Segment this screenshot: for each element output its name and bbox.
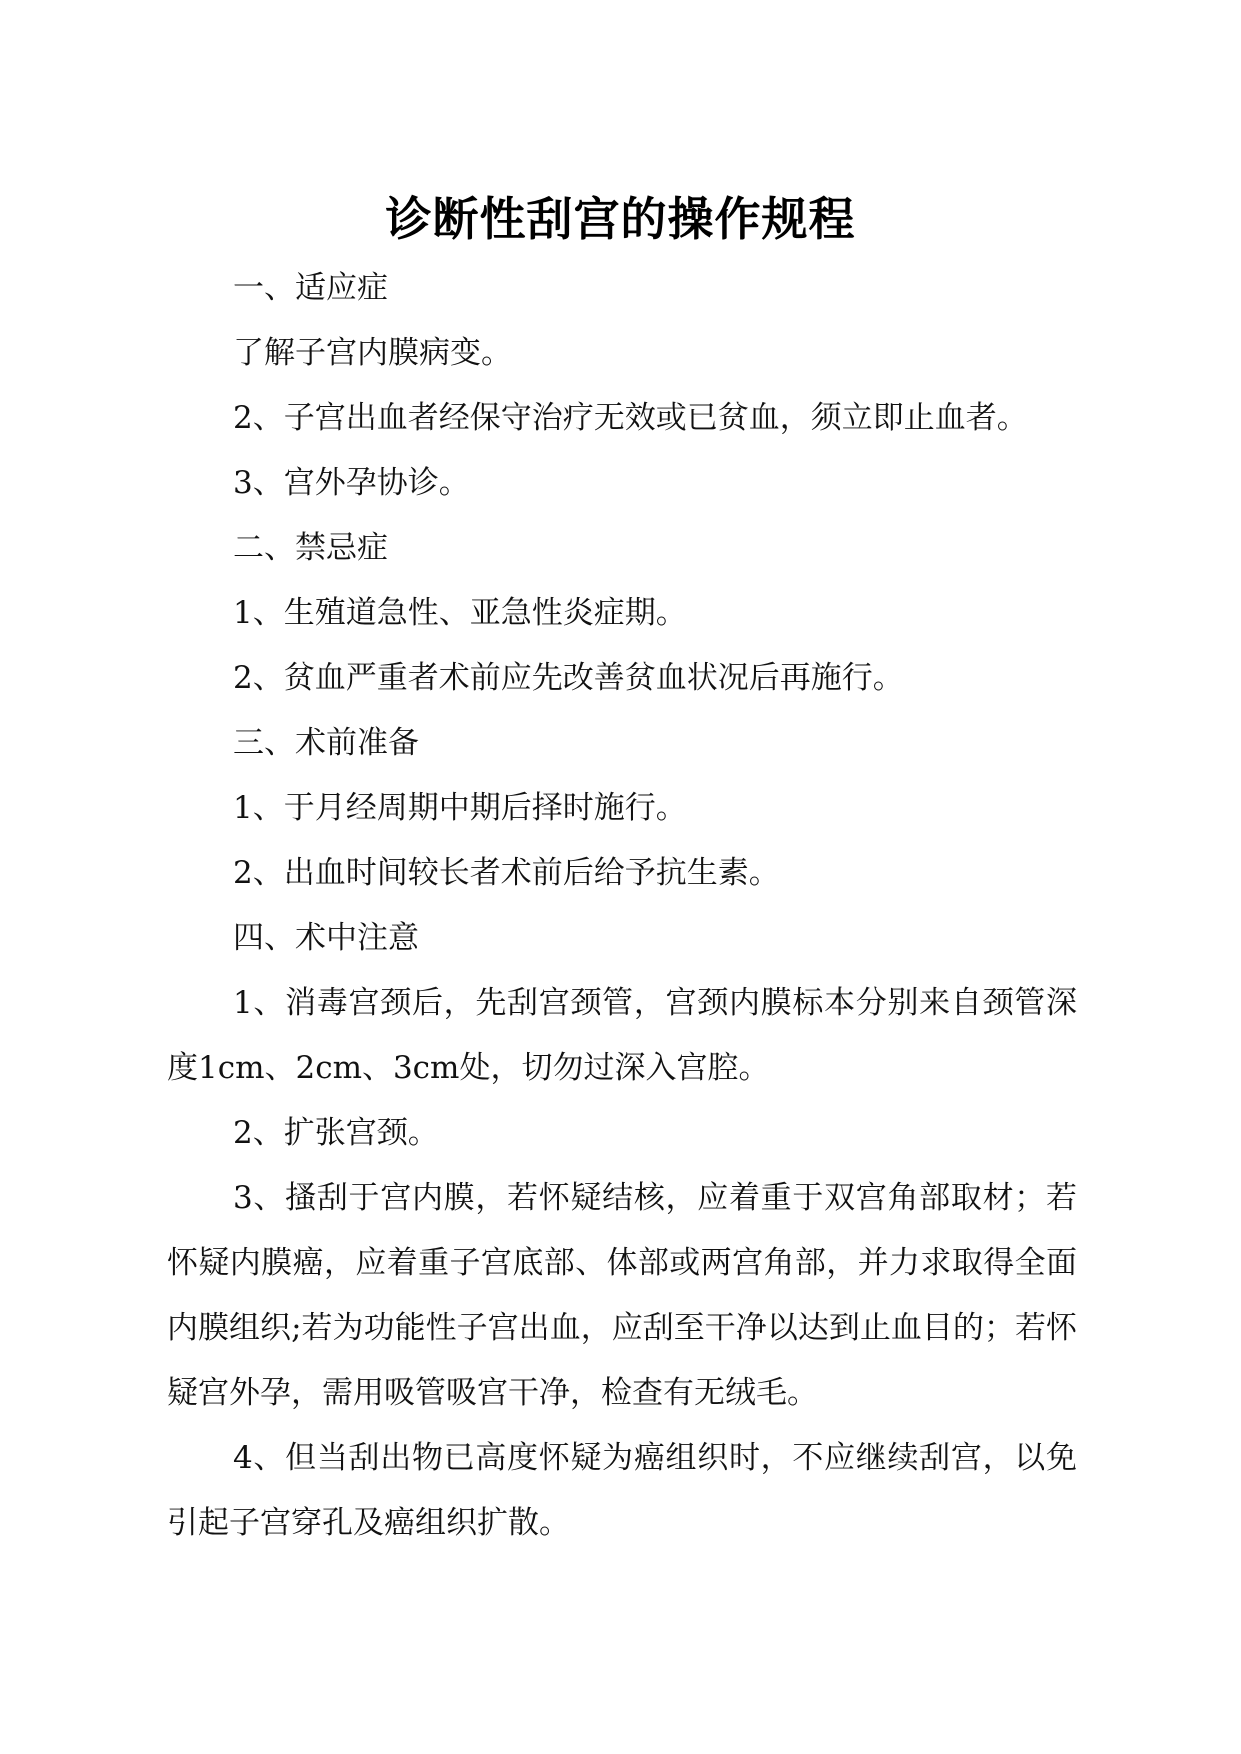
paragraph: 3、宫外孕协诊。 — [233, 465, 470, 501]
paragraph: 2、贫血严重者术前应先改善贫血状况后再施行。 — [233, 660, 904, 696]
section-heading-indications: 一、适应症 — [233, 270, 388, 306]
paragraph: 1、于月经周期中期后择时施行。 — [233, 790, 687, 826]
paragraph: 1、生殖道急性、亚急性炎症期。 — [233, 595, 687, 631]
paragraph: 4、但当刮出物已高度怀疑为癌组织时，不应继续刮宫，以免引起子宫穿孔及癌组织扩散。 — [167, 1440, 1077, 1541]
paragraph: 2、子宫出血者经保守治疗无效或已贫血，须立即止血者。 — [233, 400, 1028, 436]
document-title: 诊断性刮宫的操作规程 — [385, 192, 856, 246]
section-heading-intraop: 四、术中注意 — [233, 920, 419, 956]
document-body — [167, 256, 1077, 1556]
paragraph: 2、出血时间较长者术前后给予抗生素。 — [233, 855, 780, 891]
paragraph: 2、扩张宫颈。 — [233, 1115, 439, 1151]
paragraph: 1、消毒宫颈后，先刮宫颈管，宫颈内膜标本分别来自颈管深度1cm、2cm、3cm处，切勿过深入宫腔。 — [167, 985, 1077, 1086]
paragraph: 3、搔刮于宫内膜，若怀疑结核，应着重于双宫角部取材；若怀疑内膜癌，应着重子宫底部、体部或两宫角部，并力求取得全面内膜组织;若为功能性子宫出血，应刮至干净以达到止血目的；若怀疑宫外孕，需用吸管吸宫干净，检查有无绒毛。 — [167, 1180, 1077, 1411]
section-heading-preop: 三、术前准备 — [233, 725, 419, 761]
paragraph: 了解子宫内膜病变。 — [233, 335, 512, 371]
section-heading-contraindications: 二、禁忌症 — [233, 530, 388, 566]
